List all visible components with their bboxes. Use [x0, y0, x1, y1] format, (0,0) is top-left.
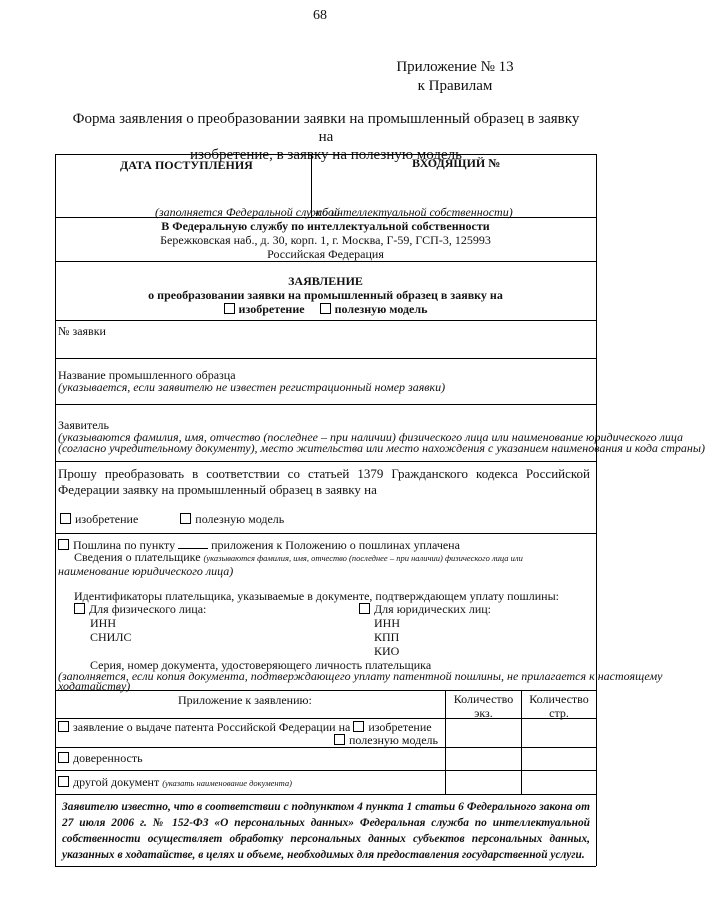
fee-line-a: Пошлина по пункту	[73, 538, 176, 552]
att-row2-label: доверенность	[73, 751, 143, 765]
legal-checkbox[interactable]	[359, 603, 370, 614]
att-utility-checkbox[interactable]	[334, 734, 345, 745]
kio-label: КИО	[374, 644, 400, 658]
frame-right-border	[596, 154, 597, 866]
applicant-label: Заявитель	[58, 418, 109, 432]
appendix-line1: Приложение № 13	[396, 59, 514, 75]
addressee-line3: Российская Федерация	[267, 247, 384, 261]
divider-applicant	[55, 461, 596, 462]
payer-line	[74, 550, 523, 565]
att-row1-b: изобретение	[368, 720, 432, 734]
statement-subtitle: о преобразовании заявки на промышленный образец в заявку на	[148, 288, 503, 302]
divider-att-header	[55, 690, 596, 691]
request-line1: Прошу преобразовать в соответствии со статьей 1379 Гражданского кодекса Российской	[58, 466, 590, 481]
applicant-note-1: (указываются фамилия, имя, отчество (последнее – при наличии) физического лица или наименование юридического лица	[58, 430, 684, 444]
divider-design	[55, 404, 596, 405]
form-title	[66, 110, 586, 164]
inn-individual-label: ИНН	[90, 616, 116, 630]
individual-option	[74, 602, 206, 617]
appendix-line2: к Правилам	[417, 78, 493, 94]
filled-by-right: по интеллектуальной собственности)	[316, 205, 513, 219]
inn-legal-label: ИНН	[374, 616, 400, 630]
qty-copies-header-2: экз.	[474, 706, 493, 720]
divider-address	[55, 261, 596, 262]
att-row3-label: другой документ	[73, 775, 160, 789]
statement-invention-label: изобретение	[238, 302, 305, 316]
qty-pages-header-2: стр.	[549, 706, 569, 720]
application-no-label: № заявки	[58, 324, 106, 338]
att-row1-c: полезную модель	[349, 733, 438, 747]
incoming-no-label: ВХОДЯЩИЙ №	[412, 156, 501, 170]
page-number: 68	[313, 8, 327, 23]
divider-request	[55, 533, 596, 534]
addressee-line2: Бережковская наб., д. 30, корп. 1, г. Москва, Г-59, ГСП-3, 125993	[160, 233, 491, 247]
att-invention-checkbox[interactable]	[353, 721, 364, 732]
request-invention-label: изобретение	[75, 512, 139, 526]
frame-bottom-border	[55, 866, 596, 867]
payer-note-2: наименование юридического лица)	[58, 564, 234, 578]
receipt-date-label: ДАТА ПОСТУПЛЕНИЯ	[120, 158, 253, 172]
request-invention-checkbox[interactable]	[60, 513, 71, 524]
request-text	[58, 466, 590, 498]
divider-appno	[55, 358, 596, 359]
payer-label: Сведения о плательщике	[74, 550, 201, 564]
id-doc-note-1: (заполняется, если копия документа, подтверждающего уплату патентной пошлины, не прилагается к настоящему	[58, 669, 663, 683]
statement-block	[55, 274, 596, 316]
frame-top-border	[55, 154, 596, 155]
divider-att-row1	[55, 747, 596, 748]
filled-by-left: (заполняется Федеральной службой	[155, 205, 341, 219]
statement-options	[55, 302, 596, 316]
att-row1-line2	[334, 733, 438, 748]
personal-data-notice: Заявителю известно, что в соответствии с подпунктом 4 пункта 1 статьи 6 Федерального закона от 27 июля 2006 г. № 152-ФЗ «О персональных данных» Федеральная служба по интеллектуальной собственности осуществляет обработку персональных данных субъектов персональных данных, указанных в ходатайстве, в целях и объеме, необходимых для предоставления государственной услуги.	[62, 801, 590, 861]
application-no-field[interactable]	[120, 322, 590, 354]
statement-invention-checkbox[interactable]	[224, 303, 235, 314]
divider-statement	[55, 320, 596, 321]
id-doc-note-2: ходатайству)	[58, 679, 131, 693]
qty-copies-header	[446, 692, 521, 720]
addressee-line1: В Федеральную службу по интеллектуальной собственности	[161, 219, 490, 233]
filled-by-underline	[155, 205, 511, 218]
applicant-note-2: (согласно учредительному документу), место жительства или место нахождения с указанием наименования и кода страны)	[58, 441, 705, 455]
att-patent-application-checkbox[interactable]	[58, 721, 69, 732]
design-name-note: (указывается, если заявителю не известен регистрационный номер заявки)	[58, 380, 446, 394]
request-options	[60, 512, 284, 527]
individual-label: Для физического лица:	[89, 602, 207, 616]
legal-option	[359, 602, 491, 617]
request-line2: Федерации заявку на промышленный образец в заявку на	[58, 482, 377, 497]
appendix-label	[388, 58, 522, 96]
kpp-label: КПП	[374, 630, 400, 644]
qty-pages-header-1: Количество	[529, 692, 589, 706]
individual-checkbox[interactable]	[74, 603, 85, 614]
fee-line-b: приложения к Положению о пошлинах уплачена	[211, 538, 460, 552]
statement-utility-checkbox[interactable]	[320, 303, 331, 314]
snils-label: СНИЛС	[90, 630, 132, 644]
fee-paid-checkbox[interactable]	[58, 539, 69, 550]
att-row2	[58, 751, 143, 766]
qty-copies-header-1: Количество	[453, 692, 514, 706]
divider-att-row2	[55, 770, 596, 771]
statement-title: ЗАЯВЛЕНИЕ	[288, 274, 363, 288]
design-name-label: Название промышленного образца	[58, 368, 236, 382]
att-power-of-attorney-checkbox[interactable]	[58, 752, 69, 763]
request-utility-label: полезную модель	[195, 512, 285, 526]
att-row3	[58, 775, 292, 790]
payer-note-1: (указываются фамилия, имя, отчество (последнее – при наличии) физического лица или	[203, 553, 523, 563]
attachments-header: Приложение к заявлению:	[178, 693, 312, 707]
att-row3-note: (указать наименование документа)	[162, 778, 292, 788]
divider-att-row3	[55, 794, 596, 795]
statement-utility-label: полезную модель	[334, 302, 428, 316]
id-doc-label: Серия, номер документа, удостоверяющего личность плательщика	[90, 658, 432, 672]
request-utility-checkbox[interactable]	[180, 513, 191, 524]
att-row1-a: заявление о выдаче патента Российской Федерации на	[73, 720, 351, 734]
att-other-doc-checkbox[interactable]	[58, 776, 69, 787]
qty-pages-header	[522, 692, 596, 720]
identifiers-label: Идентификаторы плательщика, указываемые в документе, подтверждающем уплату пошлины:	[74, 589, 559, 603]
legal-label: Для юридических лиц:	[374, 602, 492, 616]
form-title-line1: Форма заявления о преобразовании заявки на промышленный образец в заявку на	[72, 111, 580, 145]
addressee-block	[55, 219, 596, 261]
fee-point-field[interactable]	[178, 537, 208, 549]
form-title-line2: изобретение, в заявку на полезную модель	[190, 147, 462, 163]
